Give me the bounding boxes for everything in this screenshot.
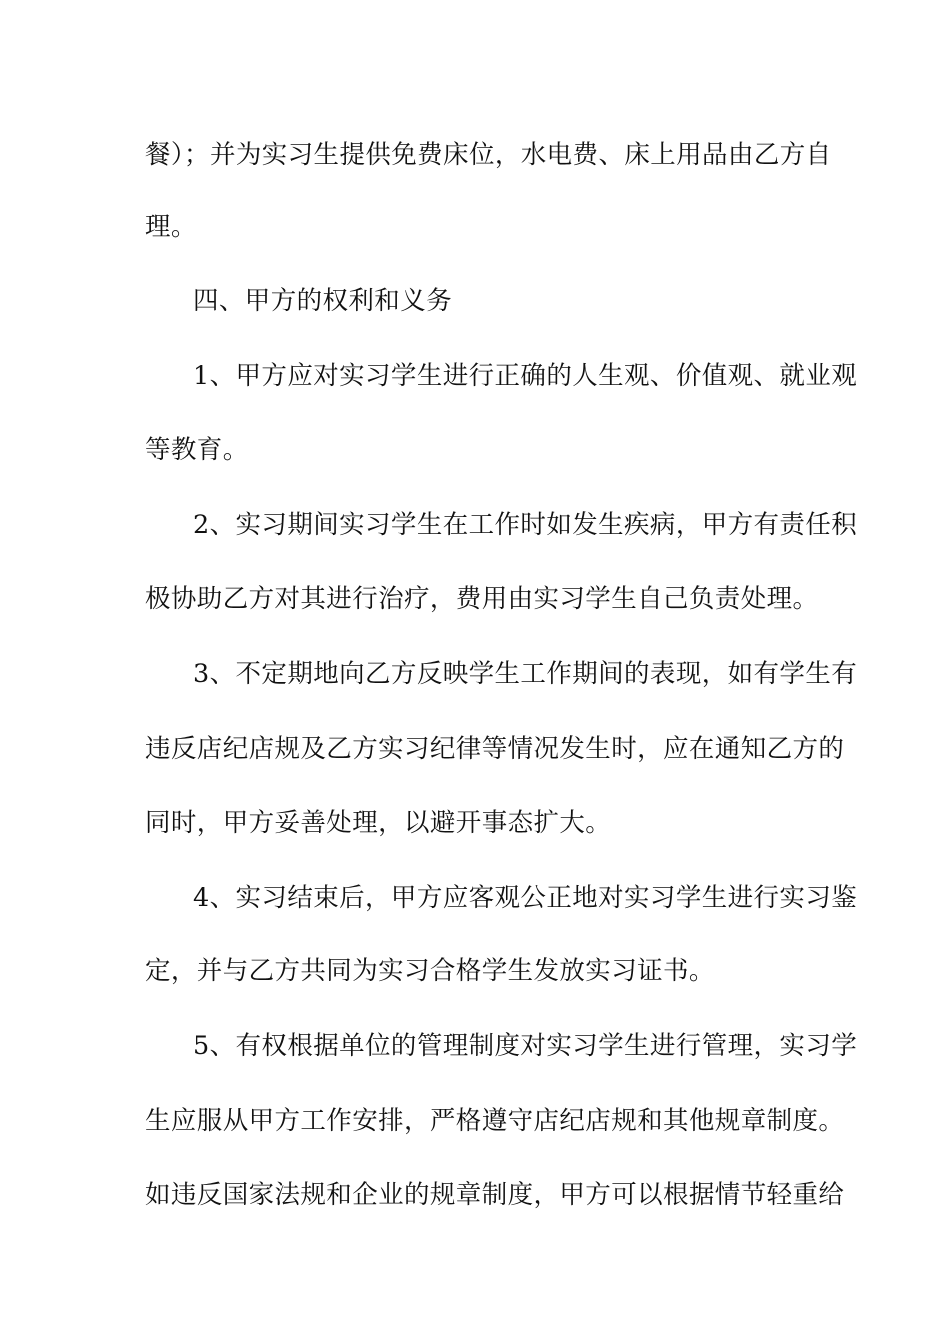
text-line: 3、不定期地向乙方反映学生工作期间的表现，如有学生有 xyxy=(193,659,858,689)
text-line: 理。 xyxy=(145,212,197,242)
text-line: 4、实习结束后，甲方应客观公正地对实习学生进行实习鉴 xyxy=(193,883,858,913)
text-line: 违反店纪店规及乙方实习纪律等情况发生时，应在通知乙方的 xyxy=(145,734,845,764)
text-line: 1、甲方应对实习学生进行正确的人生观、价值观、就业观 xyxy=(193,361,858,391)
section-heading: 四、甲方的权利和义务 xyxy=(193,286,453,316)
text-line: 如违反国家法规和企业的规章制度，甲方可以根据情节轻重给 xyxy=(145,1180,845,1210)
text-line: 等教育。 xyxy=(145,435,249,465)
text-line: 生应服从甲方工作安排，严格遵守店纪店规和其他规章制度。 xyxy=(145,1106,845,1136)
text-line: 餐）；并为实习生提供免费床位，水电费、床上用品由乙方自 xyxy=(145,140,832,170)
text-line: 极协助乙方对其进行治疗，费用由实习学生自己负责处理。 xyxy=(145,584,819,614)
text-line: 2、实习期间实习学生在工作时如发生疾病，甲方有责任积 xyxy=(193,510,858,540)
text-line: 定，并与乙方共同为实习合格学生发放实习证书。 xyxy=(145,956,715,986)
text-line: 5、有权根据单位的管理制度对实习学生进行管理，实习学 xyxy=(193,1031,858,1061)
text-line: 同时，甲方妥善处理，以避开事态扩大。 xyxy=(145,808,612,838)
